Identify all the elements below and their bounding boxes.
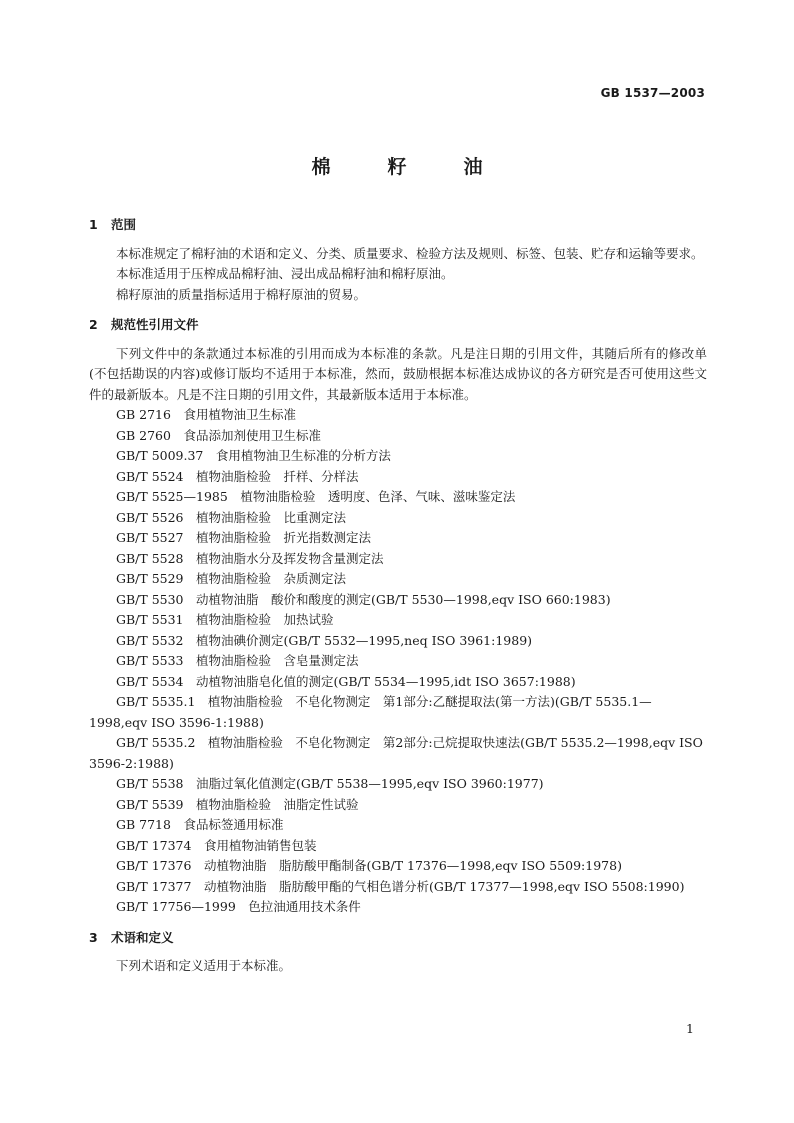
reference-item: GB/T 5526 植物油脂检验 比重测定法: [116, 509, 347, 525]
reference-item: GB 2760 食品添加剂使用卫生标准: [116, 427, 321, 443]
section-title: 范围: [111, 217, 137, 232]
section-number: 2: [89, 317, 98, 332]
section-scope: [89, 215, 707, 305]
standard-number: GB 1537—2003: [600, 86, 705, 100]
reference-item: GB/T 5531 植物油脂检验 加热试验: [116, 612, 334, 627]
reference-item: GB/T 5529 植物油脂检验 杂质测定法: [116, 571, 347, 586]
document-title: 棉 籽 油: [311, 156, 502, 178]
section-normative-references: [89, 315, 707, 918]
paragraph: 下列术语和定义适用于本标准。: [116, 958, 292, 973]
section-number: 1: [89, 217, 98, 232]
section-heading: [89, 215, 707, 236]
reference-item: GB 7718 食品标签通用标准: [116, 817, 284, 832]
paragraph: 棉籽原油的质量指标适用于棉籽原油的贸易。: [116, 286, 367, 302]
paragraph: 本标准适用于压榨成品棉籽油、浸出成品棉籽油和棉籽原油。: [116, 266, 454, 281]
document-body: [89, 215, 707, 977]
reference-item: GB 2716 食用植物油卫生标准: [116, 407, 296, 422]
reference-item: GB/T 5533 植物油脂检验 含皂量测定法: [116, 653, 359, 668]
reference-item: GB/T 5009.37 食用植物油卫生标准的分析方法: [116, 448, 391, 463]
section-title: 规范性引用文件: [111, 317, 199, 332]
reference-item: GB/T 5532 植物油碘价测定(GB/T 5532—1995,neq ISO 3961:1989): [116, 632, 533, 648]
reference-item: GB/T 17376 动植物油脂 脂肪酸甲酯制备(GB/T 17376—1998,eqv ISO 5509:1978): [116, 858, 622, 873]
paragraph: 下列文件中的条款通过本标准的引用而成为本标准的条款。凡是注日期的引用文件，其随后所有的修改单(不包括勘误的内容)或修订版均不适用于本标准，然而，鼓励根据本标准达成协议的各方研究是否可使用这些文件的最新版本。凡是不注日期的引用文件，其最新版本适用于本标准。: [89, 345, 707, 402]
reference-item: GB/T 5524 植物油脂检验 扦样、分样法: [116, 468, 359, 484]
page-number: 1: [686, 1021, 694, 1036]
reference-item: GB/T 5534 动植物油脂皂化值的测定(GB/T 5534—1995,idt ISO 3657:1988): [116, 673, 576, 689]
paragraph: 本标准规定了棉籽油的术语和定义、分类、质量要求、检验方法及规则、标签、包装、贮存和运输等要求。: [116, 245, 704, 261]
section-heading: [89, 928, 707, 949]
section-title: 术语和定义: [111, 929, 174, 945]
reference-item: GB/T 5525—1985 植物油脂检验 透明度、色泽、气味、滋味鉴定法: [116, 489, 516, 504]
reference-item: GB/T 17756—1999 色拉油通用技术条件: [116, 899, 361, 914]
section-heading: [89, 315, 707, 336]
reference-item: GB/T 5530 动植物油脂 酸价和酸度的测定(GB/T 5530—1998,eqv ISO 660:1983): [116, 591, 611, 607]
reference-item: GB/T 17377 动植物油脂 脂肪酸甲酯的气相色谱分析(GB/T 17377—1998,eqv ISO 5508:1990): [116, 878, 685, 894]
reference-item: GB/T 5538 油脂过氧化值测定(GB/T 5538—1995,eqv ISO 3960:1977): [116, 776, 544, 791]
section-number: 3: [89, 929, 98, 945]
reference-list: [89, 405, 707, 918]
reference-item: GB/T 5535.1 植物油脂检验 不皂化物测定 第1部分:乙醚提取法(第一方法)(GB/T 5535.1—1998,eqv ISO 3596-1:1988): [89, 694, 652, 730]
reference-item: GB/T 5535.2 植物油脂检验 不皂化物测定 第2部分:己烷提取快速法(GB/T 5535.2—1998,eqv ISO 3596-2:1988): [89, 735, 703, 771]
reference-item: GB/T 5527 植物油脂检验 折光指数测定法: [116, 530, 372, 545]
reference-item: GB/T 5528 植物油脂水分及挥发物含量测定法: [116, 550, 384, 566]
section-terms-definitions: [89, 928, 707, 977]
reference-item: GB/T 17374 食用植物油销售包装: [116, 837, 317, 853]
reference-item: GB/T 5539 植物油脂检验 油脂定性试验: [116, 796, 359, 812]
